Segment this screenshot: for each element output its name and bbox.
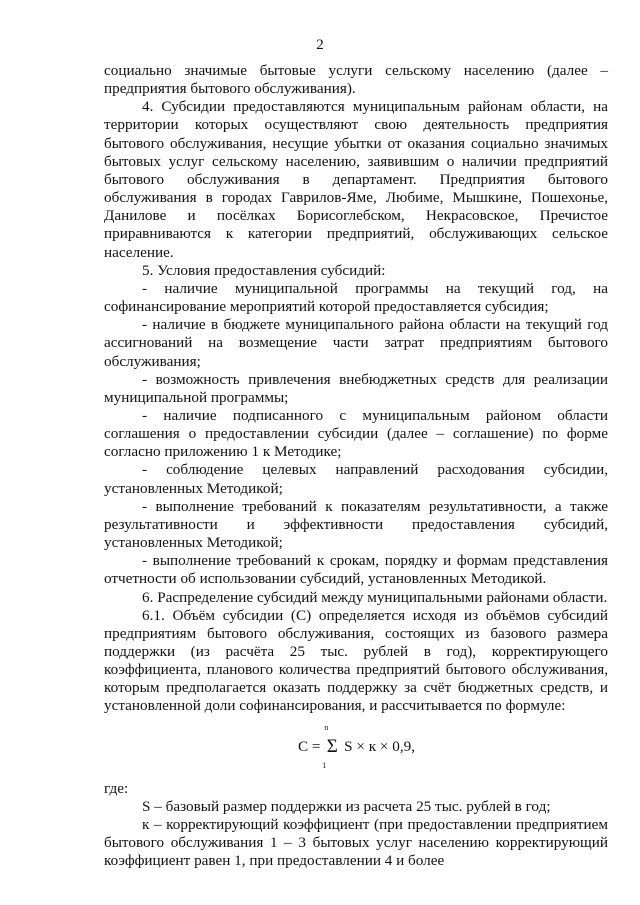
sum-upper-limit: n (324, 722, 329, 732)
sum-operator (322, 722, 340, 770)
paragraph-item-6-1: 6.1. Объём субсидии (С) определяется исходя из объёмов субсидий предприятиям бытового обслуживания, состоящих из базового размера поддержки (из расчёта 25 тыс. рублей в год), корректирующего коэффициента, планового количества предприятий бытового обслуживания, которым предполагается оказать поддержку за счёт бюджетных средств, и установленной доли софинансирования, и рассчитывается по формуле: (104, 606, 608, 715)
sum-symbol: Σ (326, 735, 338, 757)
condition-item: - наличие в бюджете муниципального района области на текущий год ассигнований на возмещение части затрат предприятиям бытового обслуживания; (104, 316, 608, 370)
sum-lower-limit: 1 (322, 760, 327, 770)
condition-item: - возможность привлечения внебюджетных средств для реализации муниципальной программы; (104, 370, 608, 406)
definition-item: S – базовый размер поддержки из расчета 25 тыс. рублей в год; (142, 797, 551, 815)
where-label: где: (104, 779, 129, 797)
formula-rhs: S × к × 0,9, (340, 737, 416, 755)
document-body (104, 62, 608, 870)
condition-item: - выполнение требований к показателям результативности, а также результативности и эффективности предоставления субсидий, установленных Методикой; (104, 497, 608, 552)
condition-item: - наличие муниципальной программы на текущий год, на софинансирование мероприятий которой предоставляется субсидия; (104, 279, 608, 316)
definition-item: к – корректирующий коэффициент (при предоставлении предприятием бытового обслуживания 1 – 3 бытовых услуг населению корректирующий коэффициент равен 1, при предоставлении 4 и более (104, 815, 608, 870)
formula-expression (298, 722, 416, 770)
page-number: 2 (316, 37, 324, 53)
condition-item: - соблюдение целевых направлений расходования субсидии, установленных Методикой; (104, 461, 608, 497)
paragraph-item-6: 6. Распределение субсидий между муниципальными районами области. (142, 588, 608, 606)
paragraph-item-4: 4. Субсидии предоставляются муниципальным районам области, на территории которых осуществляют свою деятельность предприятия бытового обслуживания, несущие убытки от оказания социально значимых бытовых услуг сельскому населению, заявившим о наличии предприятий бытового обслуживания в департамент. Предприятия бытового обслуживания в городах Гаврилов-Яме, Любиме, Мышкине, Пошехонье, Данилове и посёлках Борисоглебском, Некрасовское, Пречистое приравниваются к категории предприятий, обслуживающих сельское население. (104, 98, 608, 261)
paragraph-continuation: социально значимые бытовые услуги сельскому населению (далее – предприятия бытового обслуживания). (104, 62, 608, 98)
paragraph-item-5-heading: 5. Условия предоставления субсидий: (142, 261, 386, 279)
condition-item: - наличие подписанного с муниципальным районом области соглашения о предоставлении субсидии (далее – соглашение) по форме согласно приложению 1 к Методике; (104, 406, 608, 461)
formula-lhs: С = (298, 737, 325, 755)
subsidy-formula (104, 722, 608, 778)
condition-item: - выполнение требований к срокам, порядку и формам представления отчетности об использовании субсидий, установленных Методикой. (104, 552, 608, 588)
